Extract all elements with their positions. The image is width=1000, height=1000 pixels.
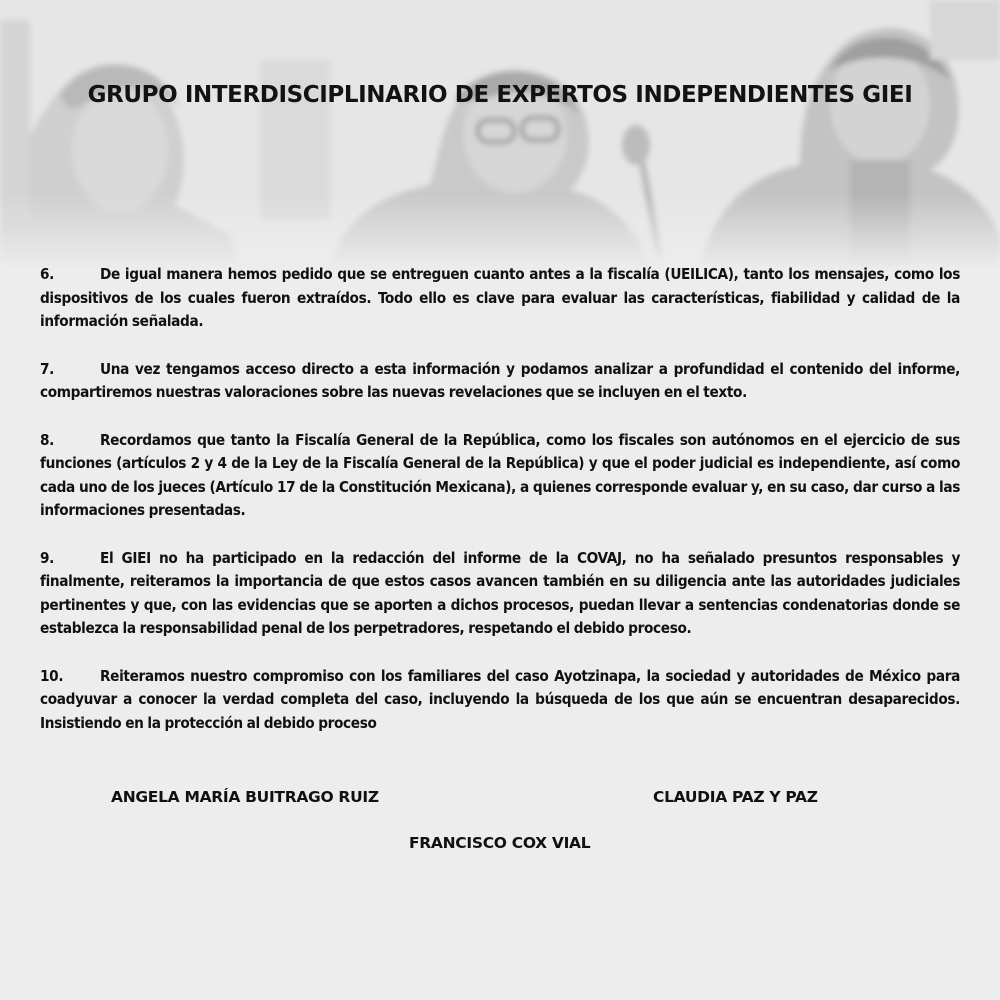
paragraph-text: Recordamos que tanto la Fiscalía General de la República, como los fiscales son autónomos en el ejercicio de sus funciones (artículos 2 y 4 de la Ley de la Fiscalía General de la República) y que el poder judicial es independiente, así como cada uno de los jueces (Artículo 17 de la Constitución Mexicana), a quienes corresponde evaluar y, en su caso, dar curso a las informaciones presentadas. <box>40 430 960 519</box>
paragraph-number: 10. <box>40 666 64 685</box>
header-photo-banner <box>0 0 1000 270</box>
paragraph-7 <box>40 358 960 405</box>
paragraph-text: Reiteramos nuestro compromiso con los familiares del caso Ayotzinapa, la sociedad y autoridades de México para coadyuvar a conocer la verdad completa del caso, incluyendo la búsqueda de los que aún se encuentran desaparecidos. Insistiendo en la protección al debido proceso <box>40 666 960 732</box>
paragraph-number: 9. <box>40 548 54 567</box>
paragraph-text: El GIEI no ha participado en la redacción del informe de la COVAJ, no ha señalado presuntos responsables y finalmente, reiteramos la importancia de que estos casos avancen también en su diligencia ante las autoridades judiciales pertinentes y que, con las evidencias que se aporten a dichos procesos, puedan llevar a sentencias condenatorias donde se establezca la responsabilidad penal de los perpetradores, respetando el debido proceso. <box>40 548 960 637</box>
signatory-paz: CLAUDIA PAZ Y PAZ <box>653 788 818 806</box>
signatory-buitrago: ANGELA MARÍA BUITRAGO RUIZ <box>111 788 379 806</box>
paragraph-text: De igual manera hemos pedido que se entreguen cuanto antes a la fiscalía (UEILICA), tanto los mensajes, como los dispositivos de los cuales fueron extraídos. Todo ello es clave para evaluar las características, fiabilidad y calidad de la información señalada. <box>40 265 960 330</box>
statement-body <box>40 263 960 759</box>
signatory-cox: FRANCISCO COX VIAL <box>409 834 591 852</box>
paragraph-number: 6. <box>40 265 54 283</box>
document-title: GRUPO INTERDISCIPLINARIO DE EXPERTOS INDEPENDIENTES GIEI <box>87 82 913 108</box>
paragraph-9 <box>40 547 960 641</box>
paragraph-10 <box>40 665 960 736</box>
paragraph-number: 8. <box>40 430 54 449</box>
paragraph-text: Una vez tengamos acceso directo a esta información y podamos analizar a profundidad el contenido del informe, compartiremos nuestras valoraciones sobre las nuevas revelaciones que se incluyen en el texto. <box>40 359 960 401</box>
faded-press-photo-image <box>0 0 1000 270</box>
paragraph-8 <box>40 429 960 523</box>
paragraph-6 <box>40 263 960 334</box>
paragraph-number: 7. <box>40 359 54 378</box>
